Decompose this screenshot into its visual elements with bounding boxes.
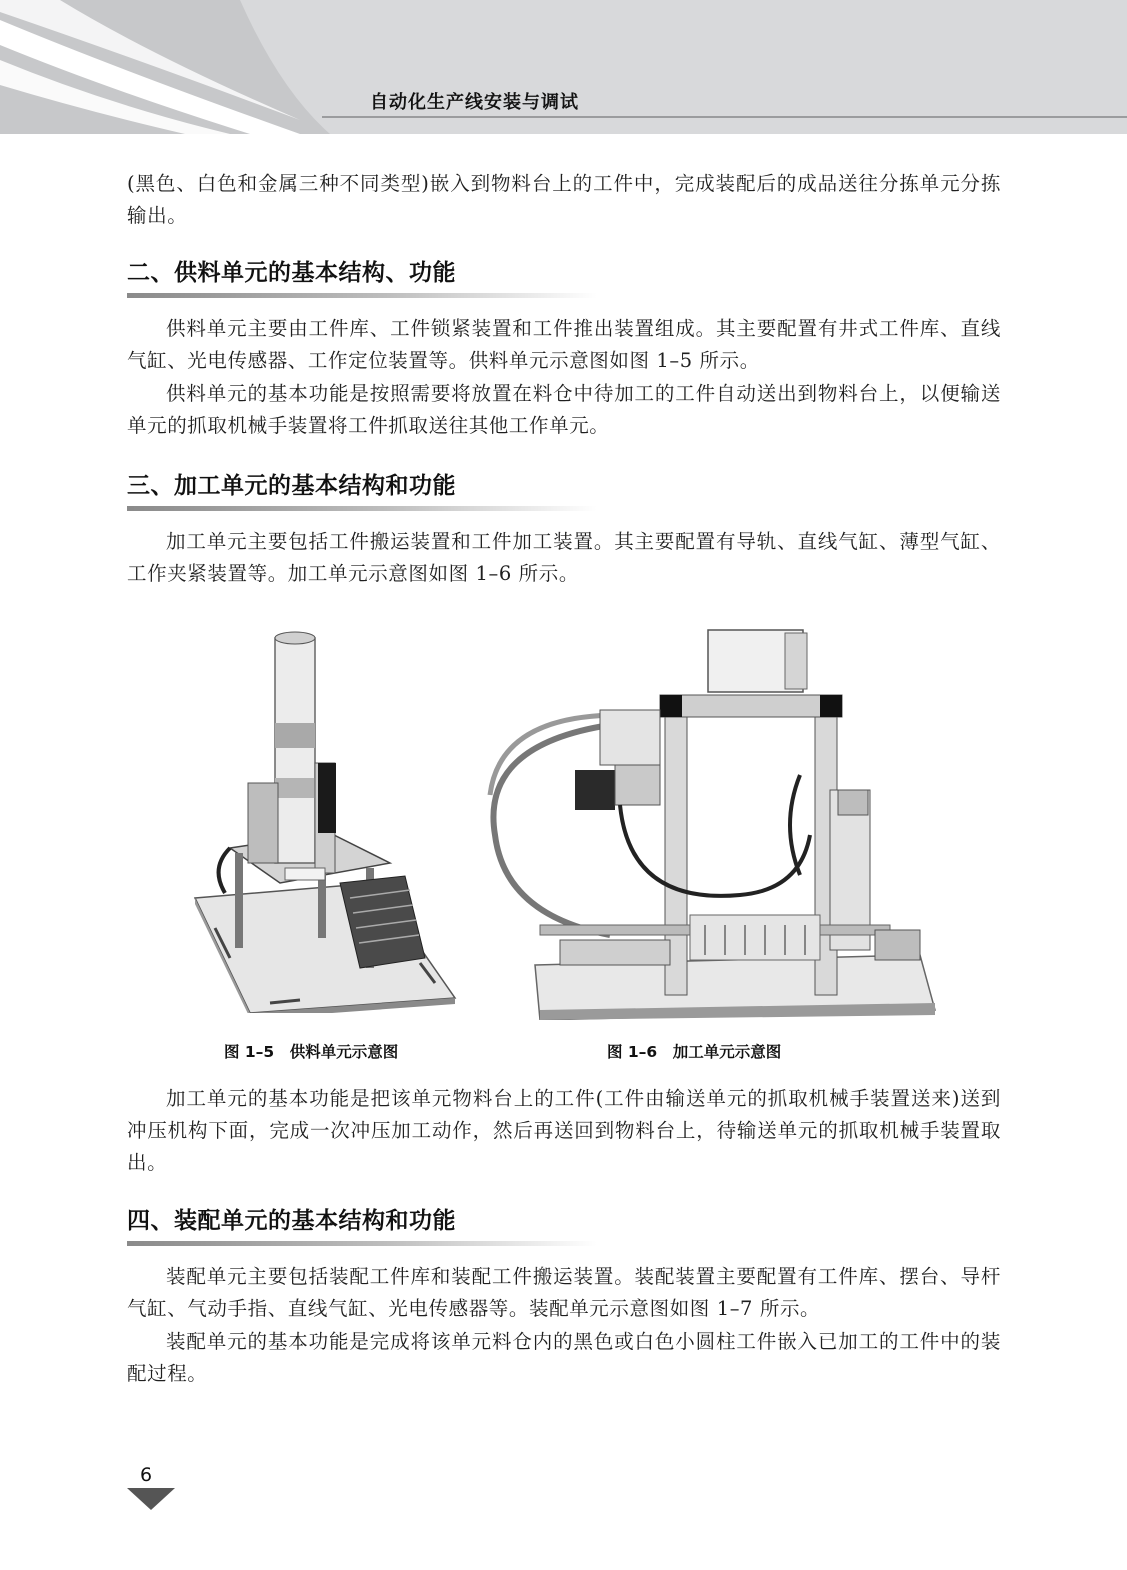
- paragraph-supply-structure: 供料单元主要由工件库、工件锁紧装置和工件推出装置组成。其主要配置有井式工件库、直线气缸、光电传感器、工作定位装置等。供料单元示意图如图 1–5 所示。: [127, 317, 1001, 372]
- figure-caption-1-6: 图 1–6 加工单元示意图: [607, 1043, 782, 1061]
- paragraph-processing-structure: 加工单元主要包括工件搬运装置和工件加工装置。其主要配置有导轨、直线气缸、薄型气缸、工作夹紧装置等。加工单元示意图如图 1–6 所示。: [127, 530, 1001, 585]
- section-title: 四、装配单元的基本结构和功能: [127, 1208, 456, 1234]
- paragraph-intro: (黑色、白色和金属三种不同类型)嵌入到物料台上的工件中，完成装配后的成品送往分拣单元分拣输出。: [127, 172, 1001, 227]
- section-rule: [127, 1241, 597, 1246]
- section-rule: [127, 506, 597, 511]
- paragraph-supply-function: 供料单元的基本功能是按照需要将放置在料仓中待加工的工件自动送出到物料台上，以便输送单元的抓取机械手装置将工件抓取送往其他工作单元。: [127, 382, 1001, 437]
- section-heading-processing-unit: [127, 471, 627, 511]
- page-header: [0, 0, 1127, 134]
- paragraph-assembly-function: 装配单元的基本功能是完成将该单元料仓内的黑色或白色小圆柱工件嵌入已加工的工件中的装配过程。: [127, 1330, 1001, 1385]
- page-marker-triangle-icon: [127, 1488, 175, 1510]
- section-heading-supply-unit: [127, 258, 627, 298]
- book-title: 自动化生产线安装与调试: [370, 92, 579, 113]
- paragraph-processing-function: 加工单元的基本功能是把该单元物料台上的工件(工件由输送单元的抓取机械手装置送来)送到冲压机构下面，完成一次冲压加工动作，然后再送回到物料台上，待输送单元的抓取机械手装置取出。: [127, 1087, 1001, 1174]
- section-rule: [127, 293, 597, 298]
- figure-supply-unit-photo: [190, 628, 460, 1017]
- header-rule: [322, 116, 1127, 118]
- page-number: 6: [140, 1464, 153, 1486]
- figure-caption-1-5: 图 1–5 供料单元示意图: [224, 1043, 399, 1061]
- figure-processing-unit-photo: [480, 625, 940, 1024]
- section-title: 二、供料单元的基本结构、功能: [127, 260, 456, 286]
- section-heading-assembly-unit: [127, 1206, 627, 1246]
- paragraph-assembly-structure: 装配单元主要包括装配工件库和装配工件搬运装置。装配装置主要配置有工件库、摆台、导杆气缸、气动手指、直线气缸、光电传感器等。装配单元示意图如图 1–7 所示。: [127, 1265, 1001, 1320]
- section-title: 三、加工单元的基本结构和功能: [127, 473, 456, 499]
